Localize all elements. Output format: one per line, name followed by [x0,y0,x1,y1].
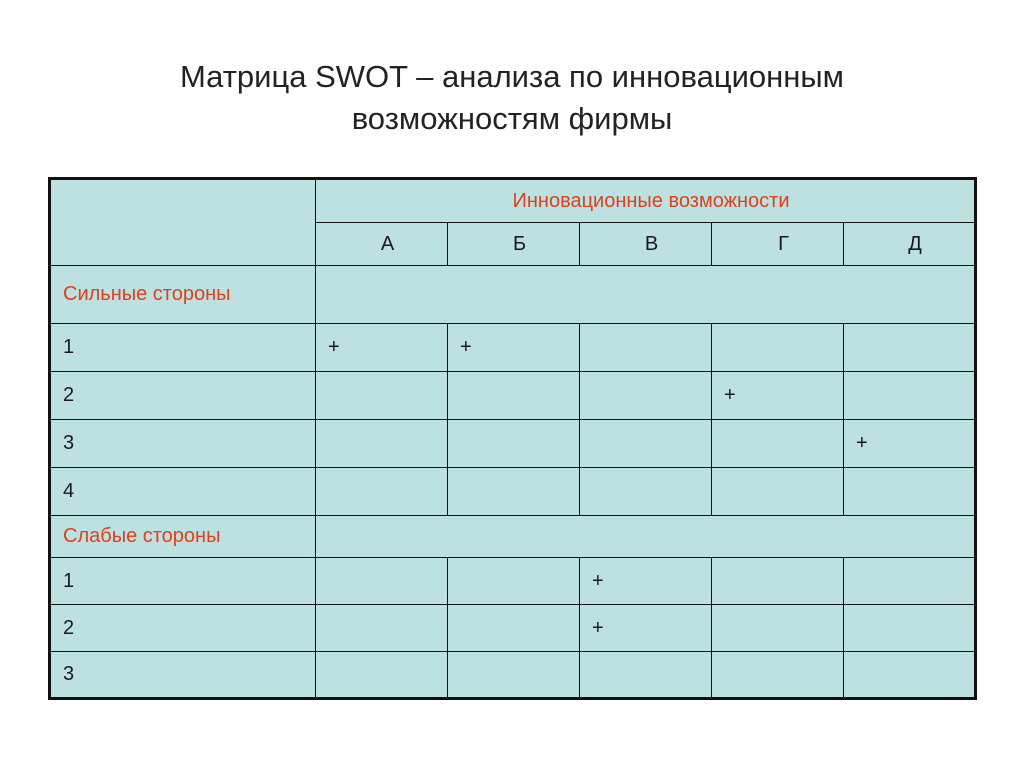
row-number: 3 [50,652,316,699]
matrix-cell: + [316,324,448,372]
table-row [50,324,976,372]
strengths-section-span [316,266,976,324]
matrix-cell: + [844,420,976,468]
matrix-cell [448,420,580,468]
matrix-cell [448,652,580,699]
row-number: 1 [50,558,316,605]
slide-title [0,56,1024,140]
matrix-cell [844,324,976,372]
matrix-cell [580,324,712,372]
matrix-cell [448,558,580,605]
matrix-cell [844,605,976,652]
row-number: 2 [50,372,316,420]
matrix-cell [580,652,712,699]
table-row [50,372,976,420]
column-header-a: А [316,223,448,266]
title-line-1: Матрица SWOT – анализа по инновационным [179,59,844,94]
strengths-label: Сильные стороны [50,266,316,324]
matrix-cell [712,605,844,652]
matrix-cell [844,468,976,516]
weaknesses-section-row [50,516,976,558]
matrix-cell [580,420,712,468]
row-number: 1 [50,324,316,372]
opportunities-header: Инновационные возможности [316,179,976,223]
matrix-cell [580,372,712,420]
column-header-v: В [580,223,712,266]
matrix-cell [316,468,448,516]
matrix-cell [448,372,580,420]
header-row [50,179,976,223]
matrix-cell [712,558,844,605]
matrix-cell [316,652,448,699]
table-row [50,420,976,468]
row-number: 4 [50,468,316,516]
matrix-cell [712,652,844,699]
matrix-cell [844,652,976,699]
matrix-cell: + [580,605,712,652]
swot-matrix-table [48,177,977,700]
matrix-cell [316,420,448,468]
matrix-cell [844,558,976,605]
matrix-cell [448,605,580,652]
matrix-cell [316,558,448,605]
row-number: 2 [50,605,316,652]
weaknesses-section-span [316,516,976,558]
matrix-cell [316,605,448,652]
matrix-cell [316,372,448,420]
matrix-cell [448,468,580,516]
table-row [50,468,976,516]
weaknesses-label: Слабые стороны [50,516,316,558]
title-line-2: возможностям фирмы [351,101,673,136]
table-row [50,652,976,699]
strengths-section-row [50,266,976,324]
matrix-cell [580,468,712,516]
matrix-cell: + [448,324,580,372]
column-header-g: Г [712,223,844,266]
column-header-b: Б [448,223,580,266]
table-row [50,558,976,605]
table-row [50,605,976,652]
matrix-cell: + [712,372,844,420]
matrix-cell [712,324,844,372]
row-number: 3 [50,420,316,468]
column-header-d: Д [844,223,976,266]
matrix-cell [712,420,844,468]
matrix-cell [712,468,844,516]
matrix-cell [844,372,976,420]
matrix-cell: + [580,558,712,605]
header-corner-cell [50,179,316,266]
